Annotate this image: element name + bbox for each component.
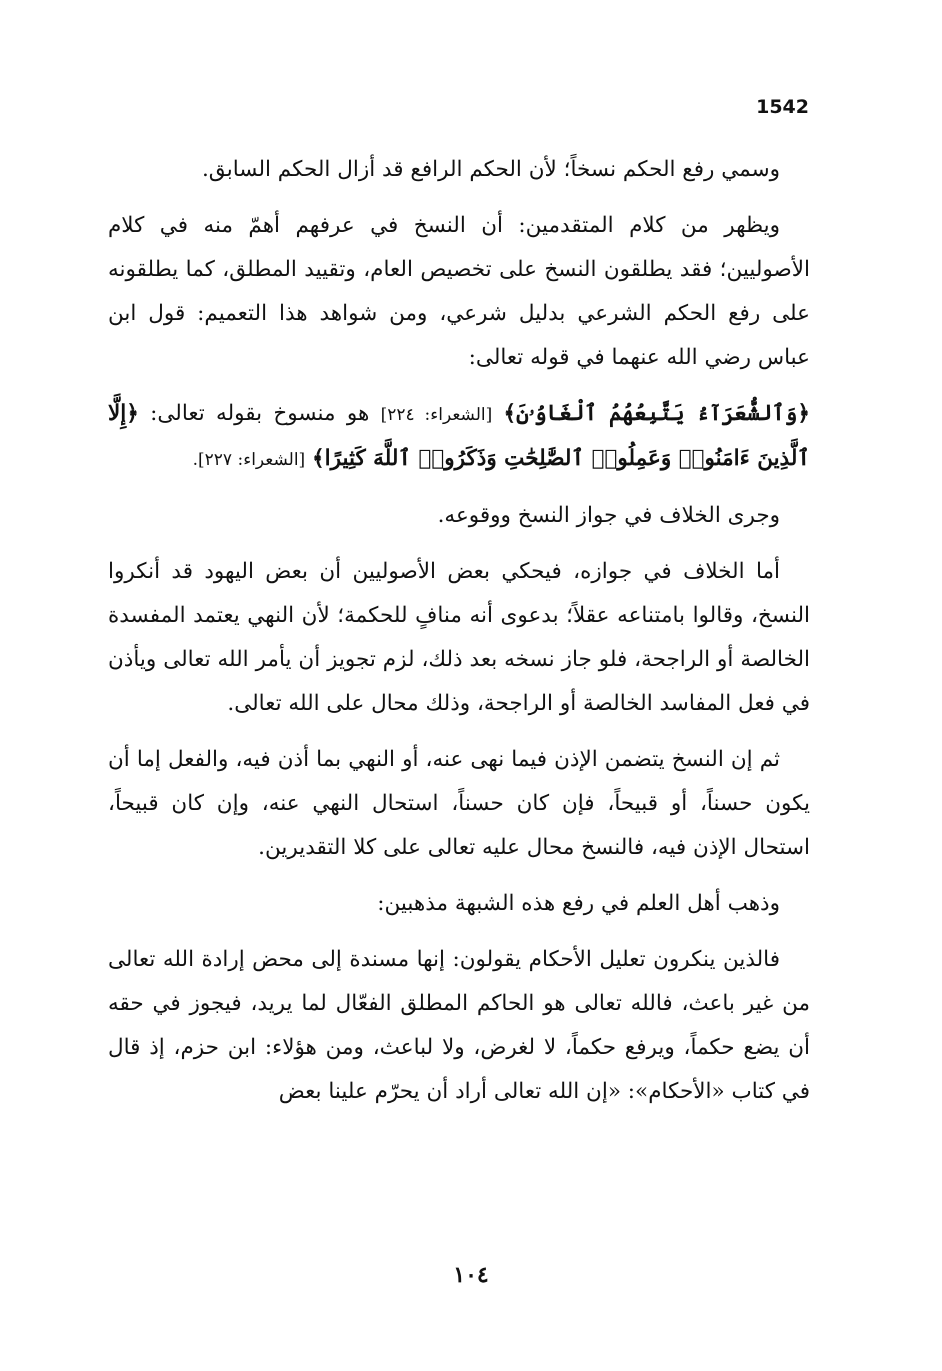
paragraph-4: أما الخلاف في جوازه، فيحكي بعض الأصوليين أن بعض اليهود قد أنكروا النسخ، وقالوا بامتناعه عقلاً؛ بدعوى أنه منافٍ للحكمة؛ لأن النهي يعتمد المفسدة الخالصة أو الراجحة، فلو جاز نسخه بعد ذلك، لزم تجويز أن يأمر الله تعالى ويأذن في فعل المفاسد الخالصة أو الراجحة، وذلك محال على الله تعالى. bbox=[108, 559, 810, 716]
quran-verse-2: ﴿إِلَّا ٱلَّذِينَ ءَامَنُوا۟ وَعَمِلُوا۟ ٱلصَّٰلِحَٰتِ وَذَكَرُوا۟ ٱللَّهَ كَثِيرًا﴾ bbox=[108, 401, 810, 471]
quran-quote-block bbox=[108, 392, 810, 482]
paragraph-6: وذهب أهل العلم في رفع هذه الشبهة مذهبين: bbox=[377, 891, 780, 916]
paragraph-1: وسمي رفع الحكم نسخاً؛ لأن الحكم الرافع قد أزال الحكم السابق. bbox=[201, 157, 780, 182]
paragraph-5: ثم إن النسخ يتضمن الإذن فيما نهى عنه، أو النهي بما أذن فيه، والفعل إما أن يكون حسناً، أو قبيحاً، فإن كان حسناً، استحال النهي عنه، وإن كان قبيحاً، استحال الإذن فيه، فالنسخ محال عليه تعالى على كلا التقديرين. bbox=[108, 747, 810, 860]
scan-page-number: 1542 bbox=[756, 96, 809, 118]
page-body bbox=[108, 148, 810, 1126]
quran-verse-1: ﴿وَٱلشُّعَرَآءُ يَتَّبِعُهُمُ ٱلْغَاوُۥنَ﴾ bbox=[503, 401, 810, 426]
verse-reference-1: [الشعراء: ٢٢٤] bbox=[380, 405, 493, 425]
paragraph-2: ويظهر من كلام المتقدمين: أن النسخ في عرفهم أهمّ منه في كلام الأصوليين؛ فقد يطلقون النسخ على تخصيص العام، وتقييد المطلق، كما يطلقونه على رفع الحكم الشرعي بدليل شرعي، ومن شواهد هذا التعميم: قول ابن عباس رضي الله عنهما في قوله تعالى: bbox=[108, 213, 810, 370]
verse-reference-2: [الشعراء: ٢٢٧]. bbox=[192, 450, 306, 470]
quote-middle-text: هو منسوخ بقوله تعالى: bbox=[150, 401, 370, 426]
paragraph-7: فالذين ينكرون تعليل الأحكام يقولون: إنها مسندة إلى محض إرادة الله تعالى من غير باعث، فالله تعالى هو الحاكم المطلق الفعّال لما يريد، فيجوز في حقه أن يضع حكماً، ويرفع حكماً، لا لغرض، ولا لباعث، ومن هؤلاء: ابن حزم، إذ قال في كتاب «الأحكام»: «إن الله تعالى أراد أن يحرّم علينا بعض bbox=[108, 947, 810, 1104]
book-page-number: ١٠٤ bbox=[453, 1262, 489, 1288]
paragraph-3: وجرى الخلاف في جواز النسخ ووقوعه. bbox=[437, 503, 780, 528]
